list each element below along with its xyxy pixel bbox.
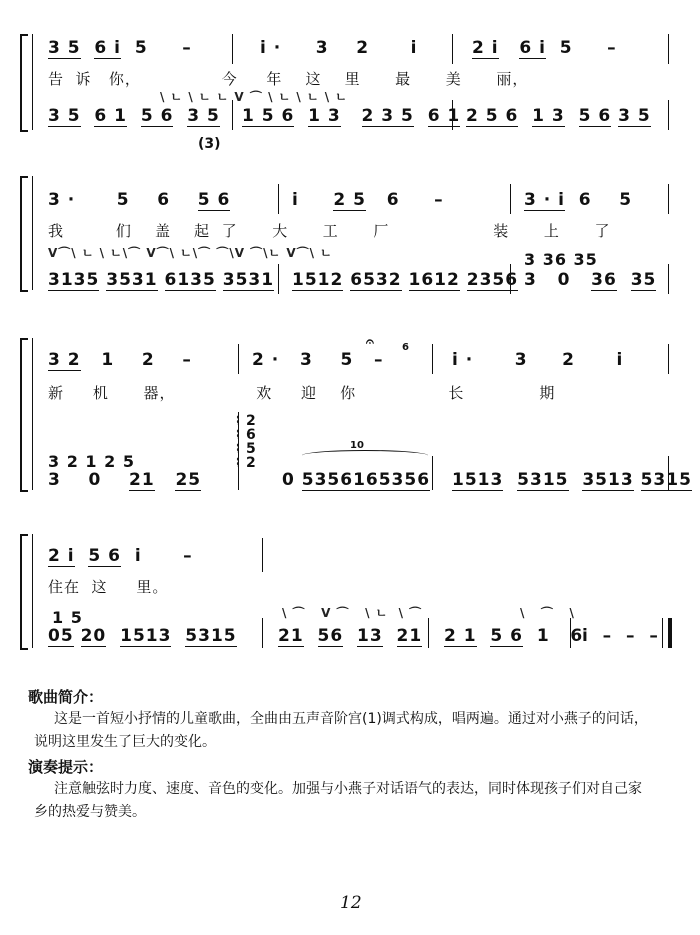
melody-line: 3 · 5 6 5 6 [48,190,231,210]
barline [668,456,669,490]
barline [32,176,33,290]
page-number: 12 [340,893,362,913]
technique-marks: V⌒\ ㄴ \ ㄴ\⌒ V⌒\ ㄴ\⌒ ⌒\V ⌒\ㄴ V⌒\ ㄴ [48,246,333,260]
intro-line: 说明这里发生了巨大的变化。 [34,734,216,750]
melody-line: i · 3 2 i [452,350,624,370]
chord-note: 6 [246,427,256,443]
accompaniment-line: 3 0 21 25 [48,470,202,490]
tips-heading: 演奏提示： [28,758,104,776]
lyrics-line: 新 机 器， 欢 迎 你 长 期 [48,384,556,402]
barline [452,100,453,130]
barline [662,618,663,648]
intro-heading: 歌曲简介： [28,688,104,706]
accompaniment-line: 1513 5315 3513 5315 [452,470,692,490]
melody-line: i · 3 2 i [260,38,418,58]
accompaniment-line: 0 5356165356 [282,470,431,490]
score-system-2 [20,172,680,302]
lyrics-line: 住在 这 里。 [48,578,169,596]
technique-marks: \ ⌒ \ [520,606,575,620]
melody-line: 3 5 6 i 5 – [48,38,192,58]
tips-line: 乡的热爱与赞美。 [34,804,146,820]
system-bracket [20,534,28,650]
system-bracket [20,176,28,292]
accompaniment-line: 2 5 6 1 3 5 6 3 5 [466,106,651,126]
score-system-3 [20,330,692,500]
melody-line: 2 i 5 6 i – [48,546,193,566]
accompaniment-top: 3 36 35 [524,250,598,269]
accompaniment-line: 05 20 1513 5315 [48,626,237,646]
accompaniment-line: i – – – [582,626,659,646]
barline [432,456,433,490]
barline [668,184,669,214]
accompaniment-line: 21 56 13 21 [278,626,423,646]
accompaniment-line: 3 0 36 35 [524,270,657,290]
barline [668,344,669,374]
rolled-chord [246,414,256,470]
barline [668,100,669,130]
score-system-1 [20,28,680,152]
accompaniment-line: 3 5 6 1 5 6 3 5 [48,106,220,126]
footnote-mark: (3) [198,136,221,152]
melody-line: 2 i 6 i 5 – [472,38,617,58]
accompaniment-top: 3 2 1 2 5 [48,452,135,471]
tips-paragraph [34,778,642,824]
barline [570,618,571,648]
chord-note: 2 [246,455,256,471]
melody-line: 3 2 1 2 – [48,350,192,370]
fermata-sign: 𝄐 [366,334,374,350]
barline [232,100,233,130]
melody-line: i 2 5 6 – [292,190,444,210]
tips-line: 注意触弦时力度、速度、音色的变化。加强与小燕子对话语气的表达，同时体现孩子们对自己家 [54,781,642,797]
score-system-4 [20,526,680,656]
barline [278,264,279,294]
technique-marks: \ ⌒ V ⌒ \ ㄴ \ ⌒ [282,606,423,620]
grace-note: 6 [402,342,409,353]
tuplet-number: 10 [350,440,364,451]
barline [432,344,433,374]
chord-note: 2 [246,413,256,429]
accompaniment-line: 1512 6532 1612 2356 [292,270,519,290]
final-barline [668,618,672,648]
tuplet-slur [302,450,428,461]
barline [510,184,511,214]
barline [452,34,453,64]
technique-marks: \ ㄴ \ ㄴ ㄴ V ⌒ \ ㄴ \ ㄴ \ ㄴ [160,90,348,104]
barline [668,264,669,294]
barline [32,534,33,648]
accompaniment-line: 3135 3531 6135 3531 [48,270,275,290]
barline [428,618,429,648]
arpeggio-wave: ⌇ ⌇ ⌇ ⌇ [235,414,241,470]
system-bracket [20,34,28,132]
accompaniment-line: 2 1 5 6 1 6 [444,626,584,646]
melody-line: 2 · 3 5 – [252,350,384,370]
barline [232,34,233,64]
barline [510,264,511,294]
system-bracket [20,338,28,492]
chord-note: 5 [246,441,256,457]
intro-line: 这是一首短小抒情的儿童歌曲，全曲由五声音阶宫(1)调式构成，唱两遍。通过对小燕子的问话， [54,711,648,727]
barline [668,34,669,64]
lyrics-line: 我 们 盖 起 了 大 工 厂 装 上 了 [48,222,611,240]
accompaniment-line: 1 5 6 1 3 2 3 5 6 1 [242,106,461,126]
barline [262,618,263,648]
lyrics-line: 告 诉 你， 今 年 这 里 最 美 丽， [48,70,529,88]
barline [32,34,33,130]
intro-paragraph [34,708,648,754]
accompaniment-top: 1 5 [52,608,83,627]
melody-line: 3 · i 6 5 [524,190,633,210]
barline [32,338,33,490]
barline [262,538,263,572]
barline [278,184,279,214]
barline [238,344,239,374]
